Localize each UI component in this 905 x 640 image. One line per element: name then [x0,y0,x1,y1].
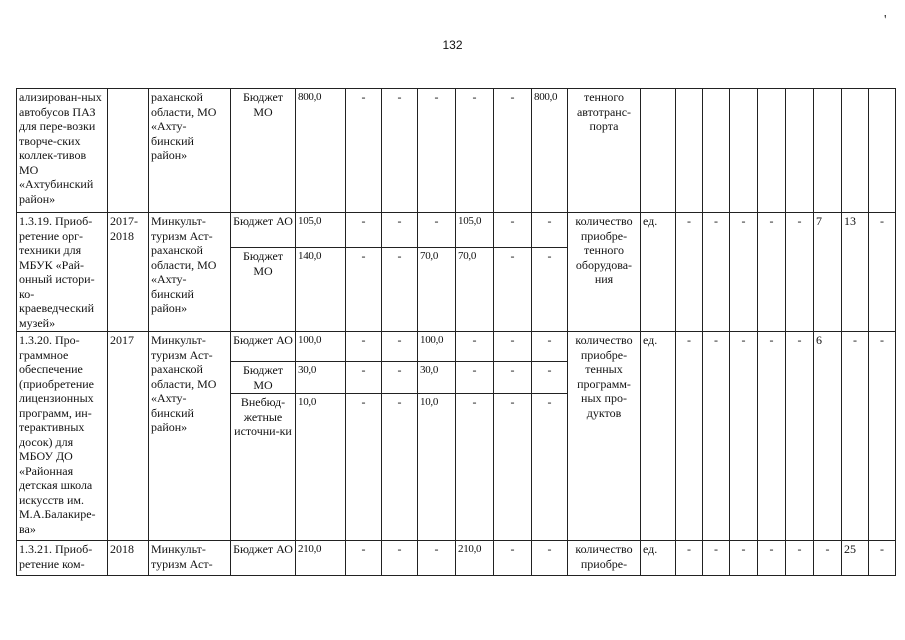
table-row [17,89,896,213]
funding-year-cell: - [532,541,568,576]
funding-year-cell: - [494,248,532,332]
activity-cell: 1.3.19. Приоб-ретение орг-техники для МБУК «Рай-онный истори-ко-краеведческий музей» [17,213,108,332]
value-cell: - [758,332,786,541]
funding-year-cell: - [494,332,532,362]
funding-year-cell: - [346,213,382,248]
table-row [17,541,896,576]
funding-source-cell: Бюджет МО [231,362,296,394]
value-cell: - [676,541,703,576]
funding-year-cell: - [456,332,494,362]
value-cell [758,89,786,213]
value-cell: - [730,541,758,576]
funding-total-cell: 140,0 [296,248,346,332]
funding-year-cell: 70,0 [418,248,456,332]
value-cell [842,89,869,213]
value-cell: - [869,213,896,332]
value-cell: - [703,541,730,576]
funding-year-cell: - [532,248,568,332]
funding-total-cell: 210,0 [296,541,346,576]
funding-total-cell: 100,0 [296,332,346,362]
activity-cell: ализирован-ных автобусов ПАЗ для пере-возки творче-ских коллек-тивов МО «Ахтубинский район» [17,89,108,213]
funding-total-cell: 10,0 [296,394,346,541]
table-row [17,213,896,248]
funding-year-cell: - [418,541,456,576]
period-cell: 2017 [108,332,149,541]
funding-source-cell: Бюджет АО [231,332,296,362]
table-row [17,332,896,362]
value-cell: - [730,213,758,332]
funding-year-cell: - [382,541,418,576]
funding-year-cell: - [418,213,456,248]
funding-total-cell: 105,0 [296,213,346,248]
funding-year-cell: 800,0 [532,89,568,213]
funding-year-cell: - [456,362,494,394]
activity-cell: 1.3.20. Про-граммное обеспечение (приобретение лицензионных программ, ин-терактивных досок) для МБОУ ДО «Районная детская школа искусств им. М.А.Балакире-ва» [17,332,108,541]
funding-year-cell: - [494,541,532,576]
value-cell: - [730,332,758,541]
executor-cell: Минкульт-туризм Аст-раханской области, МО «Ахту-бинский район» [149,213,231,332]
funding-source-cell: Бюджет МО [231,248,296,332]
value-cell: 13 [842,213,869,332]
funding-year-cell: - [346,362,382,394]
funding-year-cell: - [382,362,418,394]
funding-year-cell: - [382,394,418,541]
funding-source-cell: Бюджет АО [231,541,296,576]
indicator-cell: количество приобре-тенного оборудова-ния [568,213,641,332]
period-cell [108,89,149,213]
funding-year-cell: - [456,89,494,213]
unit-cell: ед. [641,332,676,541]
funding-source-cell: Бюджет АО [231,213,296,248]
funding-total-cell: 30,0 [296,362,346,394]
value-cell: - [869,332,896,541]
value-cell: - [758,213,786,332]
period-cell: 2017-2018 [108,213,149,332]
funding-year-cell: - [494,213,532,248]
value-cell [703,89,730,213]
funding-year-cell: 105,0 [456,213,494,248]
funding-year-cell: - [346,248,382,332]
funding-year-cell: - [382,213,418,248]
value-cell: - [869,541,896,576]
value-cell [786,89,814,213]
funding-year-cell: - [532,213,568,248]
funding-total-cell: 800,0 [296,89,346,213]
activity-cell: 1.3.21. Приоб-ретение ком- [17,541,108,576]
value-cell [869,89,896,213]
funding-year-cell: - [382,332,418,362]
unit-cell: ед. [641,213,676,332]
indicator-cell: количество приобре- [568,541,641,576]
value-cell [814,89,842,213]
funding-year-cell: - [382,248,418,332]
funding-year-cell: - [532,362,568,394]
value-cell: - [786,332,814,541]
value-cell: 25 [842,541,869,576]
executor-cell: раханской области, МО «Ахту-бинский район» [149,89,231,213]
funding-year-cell: 10,0 [418,394,456,541]
funding-year-cell: - [494,362,532,394]
unit-cell: ед. [641,541,676,576]
value-cell: 6 [814,332,842,541]
value-cell: - [814,541,842,576]
funding-year-cell: - [456,394,494,541]
funding-year-cell: - [382,89,418,213]
page-number: 132 [442,38,463,52]
value-cell: - [703,332,730,541]
funding-year-cell: - [532,332,568,362]
period-cell: 2018 [108,541,149,576]
program-activities-table [16,88,896,576]
value-cell: - [758,541,786,576]
value-cell: - [676,213,703,332]
value-cell: - [676,332,703,541]
unit-cell [641,89,676,213]
value-cell [676,89,703,213]
indicator-cell: количество приобре-тенных программ-ных про-дуктов [568,332,641,541]
funding-year-cell: - [346,541,382,576]
value-cell [730,89,758,213]
funding-year-cell: - [418,89,456,213]
executor-cell: Минкульт-туризм Аст- [149,541,231,576]
funding-year-cell: - [532,394,568,541]
value-cell: - [842,332,869,541]
funding-year-cell: - [346,332,382,362]
funding-year-cell: - [346,89,382,213]
funding-year-cell: 30,0 [418,362,456,394]
value-cell: - [786,541,814,576]
funding-year-cell: 70,0 [456,248,494,332]
funding-year-cell: - [346,394,382,541]
indicator-cell: тенного автотранс-порта [568,89,641,213]
executor-cell: Минкульт-туризм Аст-раханской области, МО «Ахту-бинский район» [149,332,231,541]
funding-year-cell: 210,0 [456,541,494,576]
value-cell: - [703,213,730,332]
value-cell: 7 [814,213,842,332]
funding-source-cell: Бюджет МО [231,89,296,213]
funding-year-cell: 100,0 [418,332,456,362]
corner-mark: ' [884,13,887,28]
funding-year-cell: - [494,89,532,213]
value-cell: - [786,213,814,332]
funding-year-cell: - [494,394,532,541]
funding-source-cell: Внебюд-жетные источни-ки [231,394,296,541]
